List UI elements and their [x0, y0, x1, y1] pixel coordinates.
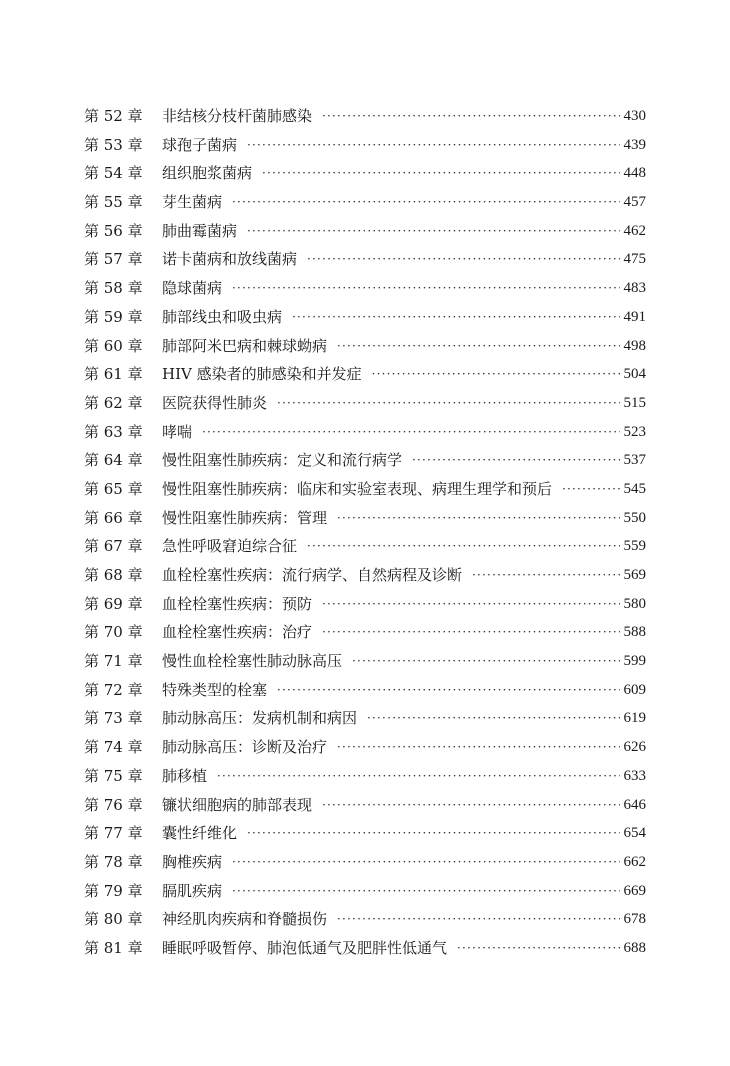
table-of-contents [84, 102, 646, 963]
page-number: 483 [623, 280, 646, 297]
chapter-number: 第 66 章 [84, 508, 143, 527]
dot-leader [457, 934, 619, 963]
chapter-title: 胸椎疾病 [162, 852, 223, 871]
page-number: 619 [623, 710, 646, 727]
dot-leader [367, 704, 619, 733]
toc-entry[interactable] [84, 762, 646, 791]
dot-leader [232, 274, 619, 303]
chapter-number: 第 81 章 [84, 938, 143, 957]
page-number: 654 [623, 825, 646, 842]
dot-leader [322, 618, 619, 647]
dot-leader [337, 733, 619, 762]
chapter-title: 囊性纤维化 [162, 824, 238, 843]
page-number: 646 [623, 796, 646, 813]
toc-entry[interactable] [84, 245, 646, 274]
page-number: 669 [623, 882, 646, 899]
dot-leader [412, 446, 619, 475]
chapter-number: 第 75 章 [84, 766, 143, 785]
dot-leader [232, 877, 619, 906]
toc-entry[interactable] [84, 905, 646, 934]
page-number: 462 [623, 222, 646, 239]
toc-entry[interactable] [84, 618, 646, 647]
dot-leader [337, 504, 619, 533]
toc-entry[interactable] [84, 274, 646, 303]
chapter-title: 隐球菌病 [162, 279, 223, 298]
chapter-title: 镰状细胞病的肺部表现 [162, 795, 313, 814]
page-number: 688 [623, 939, 646, 956]
chapter-number: 第 67 章 [84, 537, 143, 556]
chapter-number: 第 72 章 [84, 680, 143, 699]
page-number: 430 [623, 108, 646, 124]
toc-entry[interactable] [84, 303, 646, 332]
chapter-number: 第 55 章 [84, 193, 143, 212]
chapter-title: 肺部线虫和吸虫病 [162, 307, 283, 326]
chapter-number: 第 73 章 [84, 709, 143, 728]
chapter-title: 膈肌疾病 [162, 881, 223, 900]
dot-leader [307, 245, 619, 274]
toc-entry[interactable] [84, 733, 646, 762]
chapter-title: 芽生菌病 [162, 193, 223, 212]
chapter-number: 第 61 章 [84, 365, 143, 384]
toc-entry[interactable] [84, 475, 646, 504]
dot-leader [217, 762, 619, 791]
chapter-title: 血栓栓塞性疾病：治疗 [162, 623, 313, 642]
page-number: 537 [623, 452, 646, 469]
toc-entry[interactable] [84, 332, 646, 361]
page-number: 457 [623, 194, 646, 211]
dot-leader [352, 647, 619, 676]
page-number: 545 [623, 480, 646, 497]
chapter-title: 血栓栓塞性疾病：流行病学、自然病程及诊断 [162, 566, 463, 584]
dot-leader [277, 676, 619, 705]
chapter-number: 第 79 章 [84, 881, 143, 900]
chapter-number: 第 71 章 [84, 652, 143, 671]
chapter-number: 第 78 章 [84, 852, 143, 871]
dot-leader [337, 905, 619, 934]
toc-entry[interactable] [84, 819, 646, 848]
toc-entry[interactable] [84, 418, 646, 447]
chapter-number: 第 57 章 [84, 250, 143, 269]
toc-entry[interactable] [84, 676, 646, 705]
chapter-number: 第 76 章 [84, 795, 143, 814]
page-number: 588 [623, 624, 646, 641]
toc-entry[interactable] [84, 590, 646, 619]
toc-entry[interactable] [84, 877, 646, 906]
chapter-title: 肺移植 [162, 766, 208, 785]
page-number: 475 [623, 251, 646, 268]
chapter-number: 第 53 章 [84, 135, 143, 154]
chapter-number: 第 59 章 [84, 307, 143, 326]
chapter-number: 第 54 章 [84, 164, 143, 183]
chapter-number: 第 80 章 [84, 910, 143, 929]
chapter-number: 第 52 章 [84, 107, 143, 125]
chapter-title: 非结核分枝杆菌肺感染 [162, 107, 313, 125]
chapter-title: HIV 感染者的肺感染和并发症 [162, 365, 362, 384]
toc-entry[interactable] [84, 188, 646, 217]
chapter-number: 第 77 章 [84, 824, 143, 843]
toc-entry[interactable] [84, 532, 646, 561]
toc-entry[interactable] [84, 389, 646, 418]
chapter-number: 第 70 章 [84, 623, 143, 642]
chapter-number: 第 60 章 [84, 336, 143, 355]
toc-entry[interactable] [84, 848, 646, 877]
page-number: 491 [623, 308, 646, 325]
chapter-number: 第 64 章 [84, 451, 143, 470]
toc-entry[interactable] [84, 360, 646, 389]
chapter-title: 肺动脉高压：发病机制和病因 [162, 709, 358, 728]
chapter-title: 慢性阻塞性肺疾病：临床和实验室表现、病理生理学和预后 [162, 479, 553, 498]
chapter-number: 第 69 章 [84, 594, 143, 613]
toc-entry[interactable] [84, 561, 646, 590]
page-number: 559 [623, 538, 646, 555]
chapter-title: 慢性阻塞性肺疾病：定义和流行病学 [162, 451, 403, 470]
dot-leader [232, 848, 619, 877]
dot-leader [472, 561, 619, 590]
page-number: 626 [623, 739, 646, 756]
page-number: 550 [623, 509, 646, 526]
dot-leader [337, 332, 619, 361]
chapter-number: 第 58 章 [84, 279, 143, 298]
dot-leader [322, 102, 619, 131]
toc-entry[interactable] [84, 934, 646, 963]
dot-leader [247, 131, 619, 160]
toc-entry[interactable] [84, 791, 646, 820]
chapter-title: 血栓栓塞性疾病：预防 [162, 594, 313, 613]
dot-leader [247, 217, 619, 246]
chapter-title: 肺曲霉菌病 [162, 221, 238, 240]
page-number: 498 [623, 337, 646, 354]
page-number: 662 [623, 853, 646, 870]
chapter-title: 肺动脉高压：诊断及治疗 [162, 738, 328, 757]
toc-entry[interactable] [84, 647, 646, 676]
dot-leader [277, 389, 619, 418]
page-number: 448 [623, 165, 646, 182]
toc-entry[interactable] [84, 217, 646, 246]
dot-leader [322, 791, 619, 820]
page-number: 439 [623, 136, 646, 153]
dot-leader [292, 303, 619, 332]
page-number: 515 [623, 394, 646, 411]
page-number: 633 [623, 767, 646, 784]
toc-entry[interactable] [84, 504, 646, 533]
page-number: 523 [623, 423, 646, 440]
toc-entry[interactable] [84, 446, 646, 475]
page-number: 569 [623, 567, 646, 583]
page-number: 580 [623, 595, 646, 612]
toc-entry[interactable] [84, 102, 646, 131]
chapter-title: 诺卡菌病和放线菌病 [162, 250, 298, 269]
chapter-number: 第 74 章 [84, 738, 143, 757]
dot-leader [372, 360, 620, 389]
page-number: 504 [623, 366, 646, 383]
page-number: 609 [623, 681, 646, 698]
dot-leader [322, 590, 619, 619]
chapter-number: 第 68 章 [84, 566, 143, 584]
chapter-title: 医院获得性肺炎 [162, 393, 268, 412]
chapter-number: 第 62 章 [84, 393, 143, 412]
chapter-title: 慢性血栓栓塞性肺动脉高压 [162, 652, 343, 671]
chapter-title: 神经肌肉疾病和脊髓损伤 [162, 910, 328, 929]
chapter-title: 睡眠呼吸暂停、肺泡低通气及肥胖性低通气 [162, 938, 448, 957]
dot-leader [202, 418, 619, 447]
chapter-title: 球孢子菌病 [162, 135, 238, 154]
chapter-number: 第 65 章 [84, 479, 143, 498]
dot-leader [262, 159, 619, 188]
toc-entry[interactable] [84, 159, 646, 188]
dot-leader [232, 188, 619, 217]
chapter-title: 急性呼吸窘迫综合征 [162, 537, 298, 556]
chapter-title: 特殊类型的栓塞 [162, 680, 268, 699]
toc-entry[interactable] [84, 704, 646, 733]
dot-leader [562, 475, 619, 504]
page-number: 678 [623, 911, 646, 928]
chapter-title: 哮喘 [162, 422, 193, 441]
toc-entry[interactable] [84, 131, 646, 160]
chapter-number: 第 63 章 [84, 422, 143, 441]
chapter-title: 肺部阿米巴病和棘球蚴病 [162, 336, 328, 355]
page-number: 599 [623, 653, 646, 670]
chapter-title: 慢性阻塞性肺疾病：管理 [162, 508, 328, 527]
chapter-number: 第 56 章 [84, 221, 143, 240]
chapter-title: 组织胞浆菌病 [162, 164, 253, 183]
dot-leader [247, 819, 619, 848]
dot-leader [307, 532, 619, 561]
